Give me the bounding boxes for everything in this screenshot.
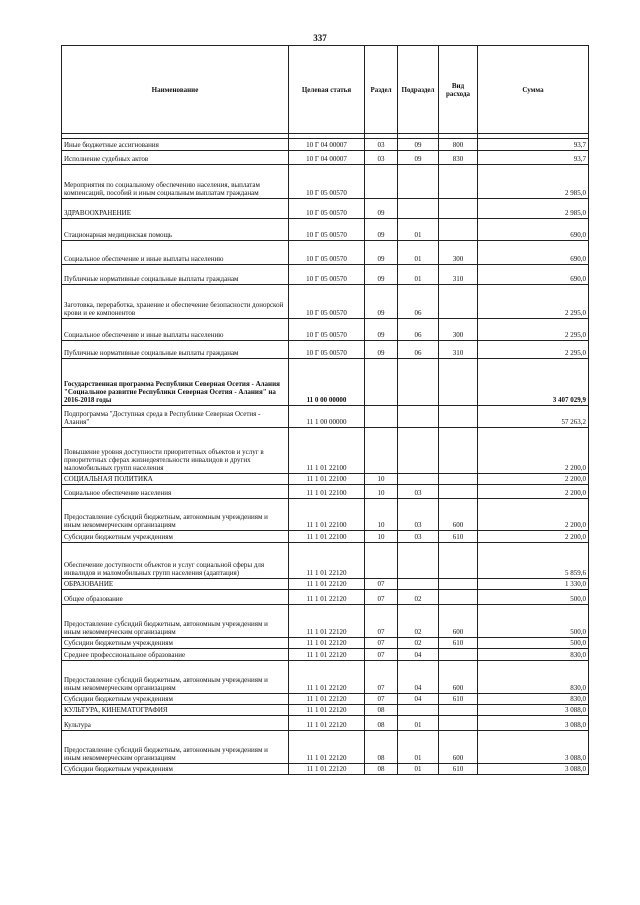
row-sum: 3 088,0 (478, 764, 589, 775)
row-target: 10 Г 04 00007 (289, 139, 365, 151)
row-subsection: 01 (398, 265, 439, 285)
row-expense-type (439, 485, 478, 499)
row-target: 11 1 01 22120 (289, 694, 365, 705)
row-sum: 3 407 029,9 (478, 359, 589, 406)
row-section: 03 (365, 139, 398, 151)
row-subsection (398, 543, 439, 579)
table-body (62, 134, 589, 775)
table-row (62, 605, 589, 638)
row-sum: 93,7 (478, 151, 589, 165)
row-expense-type: 610 (439, 764, 478, 775)
row-sum: 3 088,0 (478, 705, 589, 716)
row-subsection (398, 474, 439, 485)
table-row (62, 731, 589, 764)
row-expense-type (439, 590, 478, 605)
row-name: Субсидии бюджетным учреждениям (62, 531, 289, 543)
row-sum: 93,7 (478, 139, 589, 151)
row-subsection: 03 (398, 499, 439, 531)
header-target: Целевая статья (289, 46, 365, 134)
row-subsection (398, 406, 439, 428)
table-row (62, 716, 589, 731)
row-target: 11 1 01 22120 (289, 705, 365, 716)
row-expense-type: 310 (439, 265, 478, 285)
row-expense-type: 600 (439, 661, 478, 694)
row-expense-type: 300 (439, 241, 478, 265)
row-expense-type (439, 649, 478, 661)
row-sum: 2 200,0 (478, 428, 589, 474)
table-row (62, 590, 589, 605)
row-subsection: 06 (398, 319, 439, 341)
row-subsection: 02 (398, 605, 439, 638)
row-section: 07 (365, 605, 398, 638)
row-name: Стационарная медицинская помощь (62, 219, 289, 241)
row-expense-type: 610 (439, 531, 478, 543)
row-name: Повышение уровня доступности приоритетных объектов и услуг в приоритетных сферах жизнедеятельности инвалидов и других маломобильных групп населения (62, 428, 289, 474)
row-sum: 830,0 (478, 694, 589, 705)
row-subsection: 01 (398, 731, 439, 764)
row-name: Субсидии бюджетным учреждениям (62, 694, 289, 705)
row-subsection: 01 (398, 764, 439, 775)
row-sum: 1 330,0 (478, 579, 589, 590)
row-target: 10 Г 05 00570 (289, 199, 365, 219)
row-name: КУЛЬТУРА, КИНЕМАТОГРАФИЯ (62, 705, 289, 716)
row-subsection: 03 (398, 531, 439, 543)
row-sum: 2 985,0 (478, 165, 589, 199)
row-subsection (398, 165, 439, 199)
table-row (62, 474, 589, 485)
row-name: Публичные нормативные социальные выплаты гражданам (62, 265, 289, 285)
row-name: Иные бюджетные ассигнования (62, 139, 289, 151)
row-sum: 2 295,0 (478, 341, 589, 359)
row-expense-type (439, 705, 478, 716)
row-sum: 2 200,0 (478, 485, 589, 499)
table-row (62, 531, 589, 543)
row-subsection (398, 705, 439, 716)
row-section (365, 428, 398, 474)
row-sum: 830,0 (478, 661, 589, 694)
row-sum: 2 295,0 (478, 319, 589, 341)
table-row (62, 428, 589, 474)
row-target: 11 1 01 22120 (289, 590, 365, 605)
row-expense-type: 600 (439, 605, 478, 638)
row-name: Социальное обеспечение и иные выплаты населению (62, 319, 289, 341)
row-section: 09 (365, 319, 398, 341)
row-sum: 3 088,0 (478, 716, 589, 731)
row-sum: 690,0 (478, 265, 589, 285)
row-sum: 830,0 (478, 649, 589, 661)
row-target: 10 Г 05 00570 (289, 341, 365, 359)
row-name: Заготовка, переработка, хранение и обеспечение безопасности донорской крови и ее компонентов (62, 285, 289, 319)
row-section: 07 (365, 590, 398, 605)
table-row (62, 543, 589, 579)
row-target: 11 1 01 22120 (289, 638, 365, 649)
table-row (62, 579, 589, 590)
row-subsection: 03 (398, 485, 439, 499)
table-row (62, 165, 589, 199)
row-sum: 500,0 (478, 590, 589, 605)
row-expense-type: 610 (439, 638, 478, 649)
row-subsection (398, 579, 439, 590)
budget-table (61, 45, 589, 775)
row-target: 11 1 01 22120 (289, 543, 365, 579)
table-row (62, 499, 589, 531)
row-sum: 3 088,0 (478, 731, 589, 764)
row-expense-type (439, 359, 478, 406)
table-row (62, 151, 589, 165)
row-expense-type (439, 406, 478, 428)
row-name: Публичные нормативные социальные выплаты гражданам (62, 341, 289, 359)
row-name: Обеспечение доступности объектов и услуг социальной сферы для инвалидов и маломобильных групп населения (адаптация) (62, 543, 289, 579)
row-expense-type: 800 (439, 139, 478, 151)
row-sum: 2 200,0 (478, 531, 589, 543)
row-target: 10 Г 05 00570 (289, 165, 365, 199)
table-row (62, 319, 589, 341)
row-subsection (398, 428, 439, 474)
row-name: ОБРАЗОВАНИЕ (62, 579, 289, 590)
row-sum: 690,0 (478, 219, 589, 241)
row-subsection (398, 359, 439, 406)
table-row (62, 694, 589, 705)
row-section: 08 (365, 764, 398, 775)
row-section: 09 (365, 241, 398, 265)
row-expense-type (439, 285, 478, 319)
table-row (62, 359, 589, 406)
row-target: 10 Г 04 00007 (289, 151, 365, 165)
header-name: Наименование (62, 46, 289, 134)
row-subsection: 01 (398, 716, 439, 731)
row-section: 07 (365, 649, 398, 661)
row-target: 10 Г 05 00570 (289, 319, 365, 341)
row-target: 11 1 01 22100 (289, 499, 365, 531)
header-subsection: Подраздел (398, 46, 439, 134)
row-target: 11 1 01 22120 (289, 764, 365, 775)
row-expense-type (439, 716, 478, 731)
table-row (62, 661, 589, 694)
row-expense-type: 300 (439, 319, 478, 341)
row-sum: 500,0 (478, 638, 589, 649)
row-target: 11 1 01 22120 (289, 716, 365, 731)
row-expense-type (439, 428, 478, 474)
table-row (62, 265, 589, 285)
row-subsection: 09 (398, 151, 439, 165)
row-expense-type (439, 474, 478, 485)
row-expense-type: 600 (439, 499, 478, 531)
table-row (62, 638, 589, 649)
row-section: 09 (365, 219, 398, 241)
row-section (365, 406, 398, 428)
row-section: 09 (365, 341, 398, 359)
row-target: 11 1 01 22100 (289, 474, 365, 485)
row-name: Субсидии бюджетным учреждениям (62, 764, 289, 775)
row-section: 07 (365, 694, 398, 705)
row-target: 11 0 00 00000 (289, 359, 365, 406)
row-sum: 5 859,6 (478, 543, 589, 579)
row-subsection (398, 199, 439, 219)
row-section: 10 (365, 485, 398, 499)
row-section: 08 (365, 731, 398, 764)
row-expense-type: 830 (439, 151, 478, 165)
row-expense-type: 310 (439, 341, 478, 359)
row-section: 09 (365, 199, 398, 219)
header-sum: Сумма (478, 46, 589, 134)
row-target: 11 1 01 22120 (289, 661, 365, 694)
row-sum: 57 263,2 (478, 406, 589, 428)
row-section: 07 (365, 579, 398, 590)
row-target: 11 1 01 22120 (289, 649, 365, 661)
row-target: 10 Г 05 00570 (289, 265, 365, 285)
row-sum: 690,0 (478, 241, 589, 265)
row-target: 10 Г 05 00570 (289, 219, 365, 241)
row-name: Предоставление субсидий бюджетным, автономным учреждениям и иным некоммерческим организациям (62, 605, 289, 638)
row-expense-type (439, 219, 478, 241)
row-subsection: 04 (398, 661, 439, 694)
row-name: Субсидии бюджетным учреждениям (62, 638, 289, 649)
row-section: 09 (365, 265, 398, 285)
row-subsection: 01 (398, 219, 439, 241)
row-name: Мероприятия по социальному обеспечению населения, выплатам компенсаций, пособий и иным социальным выплатам гражданам (62, 165, 289, 199)
row-subsection: 06 (398, 285, 439, 319)
row-section: 10 (365, 474, 398, 485)
row-section (365, 165, 398, 199)
row-target: 10 Г 05 00570 (289, 241, 365, 265)
row-name: Исполнение судебных актов (62, 151, 289, 165)
row-sum: 2 985,0 (478, 199, 589, 219)
row-section: 09 (365, 285, 398, 319)
row-sum: 500,0 (478, 605, 589, 638)
row-name: Государственная программа Республики Северная Осетия - Алания "Социальное развитие Республики Северная Осетия - Алания" на 2016-2018 годы (62, 359, 289, 406)
row-subsection: 02 (398, 590, 439, 605)
row-target: 11 1 01 22120 (289, 579, 365, 590)
row-name: Общее образование (62, 590, 289, 605)
row-section: 03 (365, 151, 398, 165)
page-number: 337 (313, 33, 327, 43)
row-section: 07 (365, 661, 398, 694)
row-subsection: 04 (398, 649, 439, 661)
row-name: Предоставление субсидий бюджетным, автономным учреждениям и иным некоммерческим организациям (62, 661, 289, 694)
row-expense-type (439, 165, 478, 199)
row-name: Социальное обеспечение населения (62, 485, 289, 499)
row-name: Подпрограмма "Доступная среда в Республике Северная Осетия - Алания" (62, 406, 289, 428)
row-name: Среднее профессиональное образование (62, 649, 289, 661)
row-name: Предоставление субсидий бюджетным, автономным учреждениям и иным некоммерческим организациям (62, 731, 289, 764)
header-section: Раздел (365, 46, 398, 134)
row-expense-type (439, 579, 478, 590)
table-row (62, 219, 589, 241)
row-subsection: 04 (398, 694, 439, 705)
header-expense-type: Вид расхода (439, 46, 478, 134)
row-name: Культура (62, 716, 289, 731)
table-row (62, 139, 589, 151)
row-expense-type (439, 199, 478, 219)
row-target: 11 1 01 22120 (289, 731, 365, 764)
table-row (62, 649, 589, 661)
row-target: 11 1 01 22100 (289, 428, 365, 474)
table-row (62, 705, 589, 716)
table-header-row (62, 46, 589, 134)
row-subsection: 02 (398, 638, 439, 649)
row-section (365, 543, 398, 579)
table-row (62, 199, 589, 219)
row-expense-type (439, 543, 478, 579)
row-name: Социальное обеспечение и иные выплаты населению (62, 241, 289, 265)
table-row (62, 285, 589, 319)
row-target: 11 1 01 22100 (289, 485, 365, 499)
table-row (62, 341, 589, 359)
row-sum: 2 200,0 (478, 474, 589, 485)
row-target: 11 1 01 22120 (289, 605, 365, 638)
table-row (62, 406, 589, 428)
row-section: 10 (365, 531, 398, 543)
row-section: 10 (365, 499, 398, 531)
row-section: 08 (365, 705, 398, 716)
row-target: 11 1 01 22100 (289, 531, 365, 543)
row-expense-type: 600 (439, 731, 478, 764)
row-name: ЗДРАВООХРАНЕНИЕ (62, 199, 289, 219)
row-subsection: 06 (398, 341, 439, 359)
row-name: СОЦИАЛЬНАЯ ПОЛИТИКА (62, 474, 289, 485)
row-sum: 2 200,0 (478, 499, 589, 531)
row-name: Предоставление субсидий бюджетным, автономным учреждениям и иным некоммерческим организациям (62, 499, 289, 531)
row-subsection: 09 (398, 139, 439, 151)
row-target: 11 1 00 00000 (289, 406, 365, 428)
table-row (62, 241, 589, 265)
table-row (62, 764, 589, 775)
row-target: 10 Г 05 00570 (289, 285, 365, 319)
row-expense-type: 610 (439, 694, 478, 705)
row-sum: 2 295,0 (478, 285, 589, 319)
row-section: 08 (365, 716, 398, 731)
row-section: 07 (365, 638, 398, 649)
row-section (365, 359, 398, 406)
table-row (62, 485, 589, 499)
row-subsection: 01 (398, 241, 439, 265)
